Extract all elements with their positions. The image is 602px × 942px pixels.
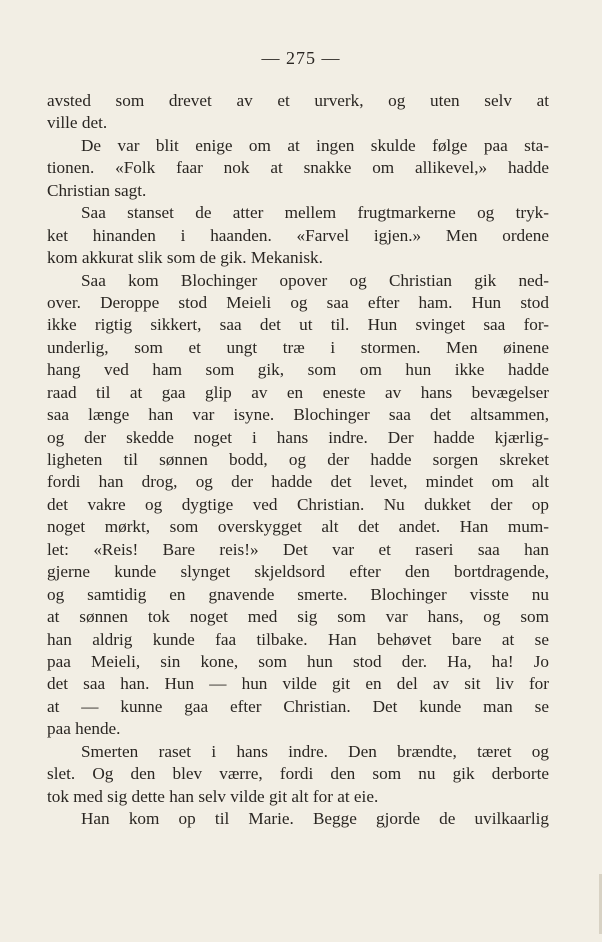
text-line: saa længe han var isyne. Blochinger saa det altsammen, — [47, 405, 549, 425]
text-line: det vakre og dygtige ved Christian. Nu dukket der op — [47, 494, 549, 514]
text-line: noget mørkt, som overskygget alt det andet. Han mum- — [47, 517, 549, 537]
text-line: paa Meieli, sin kone, som hun stod der. Ha, ha! Jo — [47, 651, 549, 671]
text-line: ikke rigtig sikkert, saa det ut til. Hun svinget saa for- — [47, 315, 549, 335]
text-line: Han kom op til Marie. Begge gjorde de uvilkaarlig — [81, 809, 549, 828]
body-text — [47, 90, 549, 830]
text-line: let: «Reis! Bare reis!» Det var et raseri saa han — [47, 539, 549, 559]
text-line: Smerten raset i hans indre. Den brændte, tæret og — [81, 741, 549, 761]
text-line: hang ved ham som gik, som om hun ikke hadde — [47, 360, 549, 380]
text-line: ligheten til sønnen bodd, og der hadde sorgen skreket — [47, 450, 549, 469]
text-line: De var blit enige om at ingen skulde følge paa sta- — [81, 135, 549, 155]
text-line: raad til at gaa glip av en eneste av hans bevægelser — [47, 382, 549, 402]
text-line: han aldrig kunde faa tilbake. Han behøvet bare at se — [47, 629, 549, 649]
text-line: og samtidig en gnavende smerte. Blochinger visste nu — [47, 584, 549, 604]
text-line: at sønnen tok noget med sig som var hans, og som — [47, 607, 549, 627]
text-line: tok med sig dette han selv vilde git alt for at eie. — [47, 786, 379, 806]
text-line: paa hende. — [47, 719, 121, 739]
text-line: tionen. «Folk faar nok at snakke om allikevel,» hadde — [47, 158, 549, 178]
text-line: ket hinanden i haanden. «Farvel igjen.» Men ordene — [47, 225, 549, 245]
text-line: Saa stanset de atter mellem frugtmarkerne og tryk- — [81, 203, 549, 223]
text-line: over. Deroppe stod Meieli og saa efter ham. Hun stod — [47, 292, 549, 312]
text-line: det saa han. Hun — hun vilde git en del av sit liv for — [47, 674, 549, 694]
text-line: avsted som drevet av et urverk, og uten selv at — [47, 91, 549, 110]
text-line: ville det. — [47, 113, 108, 133]
text-line: at — kunne gaa efter Christian. Det kunde man se — [47, 696, 549, 716]
text-line: fordi han drog, og der hadde det levet, mindet om alt — [47, 472, 549, 492]
text-line: underlig, som et ungt træ i stormen. Men øinene — [47, 337, 549, 357]
text-line: Saa kom Blochinger opover og Christian gik ned- — [81, 270, 549, 290]
text-line: slet. Og den blev værre, fordi den som nu gik derborte — [47, 764, 549, 784]
page-number: — 275 — — [261, 48, 341, 68]
text-line: kom akkurat slik som de gik. Mekanisk. — [47, 248, 323, 268]
text-line: Christian sagt. — [47, 180, 147, 200]
text-line: og der skedde noget i hans indre. Der hadde kjærlig- — [47, 427, 549, 447]
text-line: gjerne kunde slynget skjeldsord efter den bortdragende, — [47, 562, 549, 582]
